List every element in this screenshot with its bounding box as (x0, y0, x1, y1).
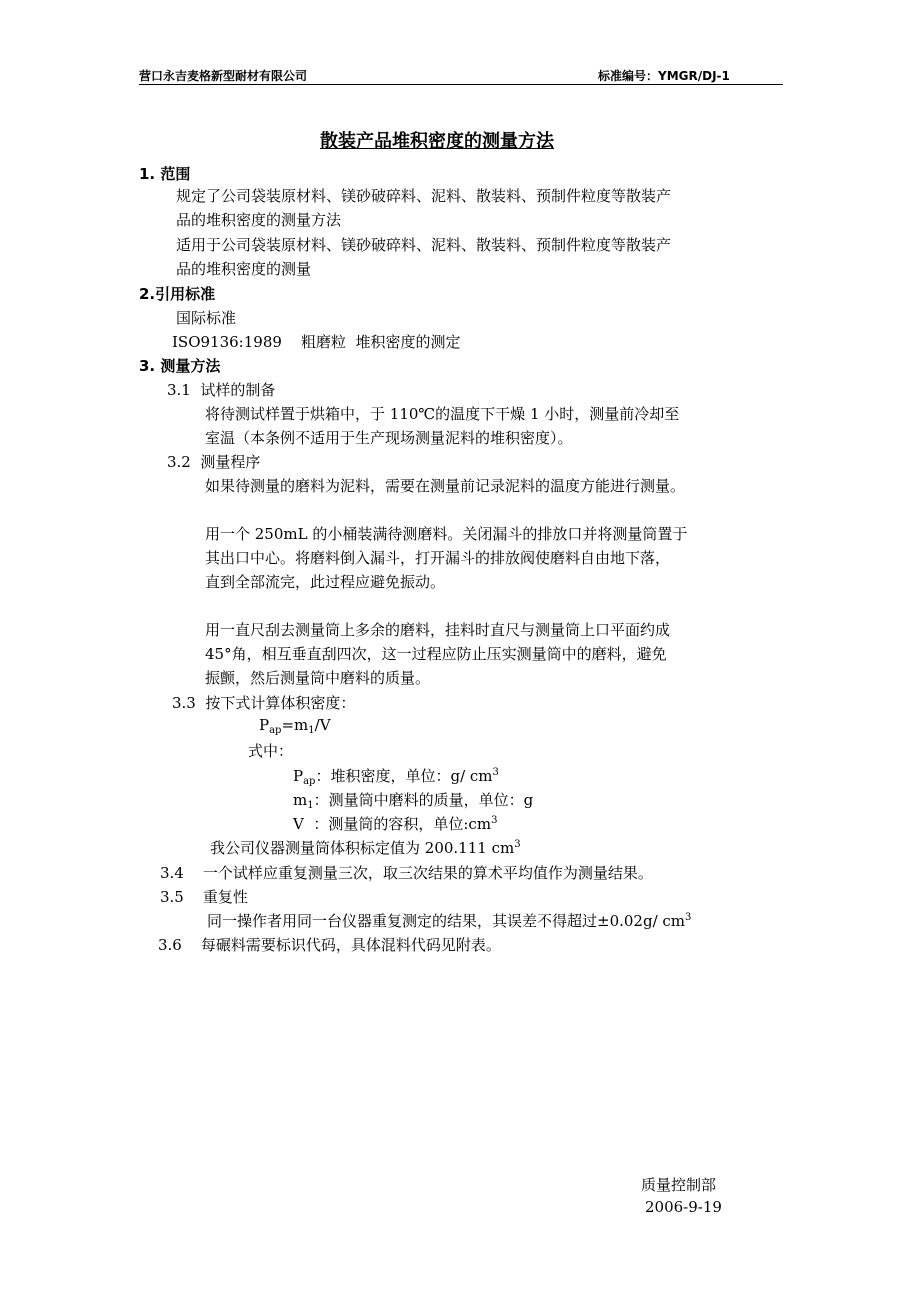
section-1-para-1-line-2: 品的堆积密度的测量方法 (176, 211, 342, 229)
section-1-para-2-line-2: 品的堆积密度的测量 (176, 260, 312, 278)
section-2-line-2: ISO9136:1989 粗磨粒 堆积密度的测定 (172, 333, 461, 351)
def3-text: V ：测量筒的容积，单位:cm (293, 815, 492, 833)
section-3-2-para-3-line-1: 用一直尺刮去测量筒上多余的磨料，挂料时直尺与测量筒上口平面约成 (205, 621, 671, 639)
section-3-3-heading: 3.3 按下式计算体积密度： (172, 694, 356, 712)
department-signature: 质量控制部 (641, 1176, 717, 1194)
def1-symbol: P (293, 767, 304, 785)
section-3-1-line-2: 室温（本条例不适用于生产现场测量泥料的堆积密度）。 (205, 429, 573, 447)
formula-p: P (259, 716, 270, 734)
where-label: 式中： (248, 742, 294, 760)
calibration-text: 我公司仪器测量筒体积标定值为 200.111 cm (210, 839, 515, 857)
company-name: 营口永吉麦格新型耐材有限公司 (139, 69, 308, 83)
calibration-superscript: 3 (514, 839, 521, 850)
section-3-5-text (207, 910, 691, 931)
def2-text: ：测量筒中磨料的质量，单位：g (313, 791, 534, 809)
section-3-6: 3.6 每碾料需要标识代码，具体混料代码见附表。 (158, 936, 501, 954)
section-1-para-2-line-1: 适用于公司袋装原材料、镁砂破碎料、泥料、散装料、预制件粒度等散装产 (176, 236, 672, 254)
section-2-line-1: 国际标准 (176, 309, 237, 327)
density-formula (259, 716, 331, 736)
def1-superscript: 3 (492, 767, 499, 778)
def1-subscript: ap (303, 776, 316, 787)
section-3-heading: 3. 测量方法 (139, 357, 221, 375)
formula-over-v: /V (314, 716, 331, 734)
section-3-2-para-2-line-2: 其出口中心。将磨料倒入漏斗，打开漏斗的排放阀使磨料自由地下落， (205, 549, 671, 567)
def2-subscript: 1 (307, 800, 314, 811)
formula-m-subscript: 1 (308, 725, 315, 736)
standard-number: 标准编号：YMGR/DJ-1 (598, 69, 730, 83)
definition-m1 (293, 789, 533, 811)
section-3-2-para-3-line-3: 振颤，然后测量筒中磨料的质量。 (205, 669, 431, 687)
definition-v (293, 813, 497, 834)
document-date: 2006-9-19 (645, 1198, 722, 1216)
formula-p-subscript: ap (269, 725, 282, 736)
repeatability-superscript: 3 (685, 912, 692, 923)
document-title: 散装产品堆积密度的测量方法 (320, 131, 554, 152)
section-3-1-line-1: 将待测试样置于烘箱中，于 110℃的温度下干燥 1 小时，测量前冷却至 (205, 405, 680, 423)
section-1-para-1-line-1: 规定了公司袋装原材料、镁砂破碎料、泥料、散装料、预制件粒度等散装产 (176, 187, 672, 205)
def3-superscript: 3 (491, 815, 498, 826)
section-3-2-para-1: 如果待测量的磨料为泥料，需要在测量前记录泥料的温度方能进行测量。 (205, 477, 686, 495)
repeatability-text: 同一操作者用同一台仪器重复测定的结果，其误差不得超过±0.02g/ cm (207, 912, 686, 930)
def1-text: ：堆积密度，单位：g/ cm (315, 767, 493, 785)
header-rule (139, 84, 783, 85)
definition-p-ap (293, 765, 499, 787)
calibration-value (210, 837, 521, 858)
section-3-2-para-2-line-3: 直到全部流完，此过程应避免振动。 (205, 573, 446, 591)
section-2-heading: 2.引用标准 (139, 285, 216, 303)
section-3-2-para-2-line-1: 用一个 250mL 的小桶装满待测磨料。关闭漏斗的排放口并将测量筒置于 (205, 525, 688, 543)
section-3-1-heading: 3.1 试样的制备 (167, 381, 276, 399)
section-3-5-heading: 3.5 重复性 (160, 888, 248, 906)
formula-equals-m: =m (281, 716, 309, 734)
section-3-2-heading: 3.2 测量程序 (167, 453, 261, 471)
section-3-4: 3.4 一个试样应重复测量三次，取三次结果的算术平均值作为测量结果。 (160, 864, 653, 882)
section-3-2-para-3-line-2: 45°角，相互垂直刮四次，这一过程应防止压实测量筒中的磨料，避免 (205, 645, 667, 663)
section-1-heading: 1. 范围 (139, 165, 191, 183)
def2-symbol: m (293, 791, 308, 809)
